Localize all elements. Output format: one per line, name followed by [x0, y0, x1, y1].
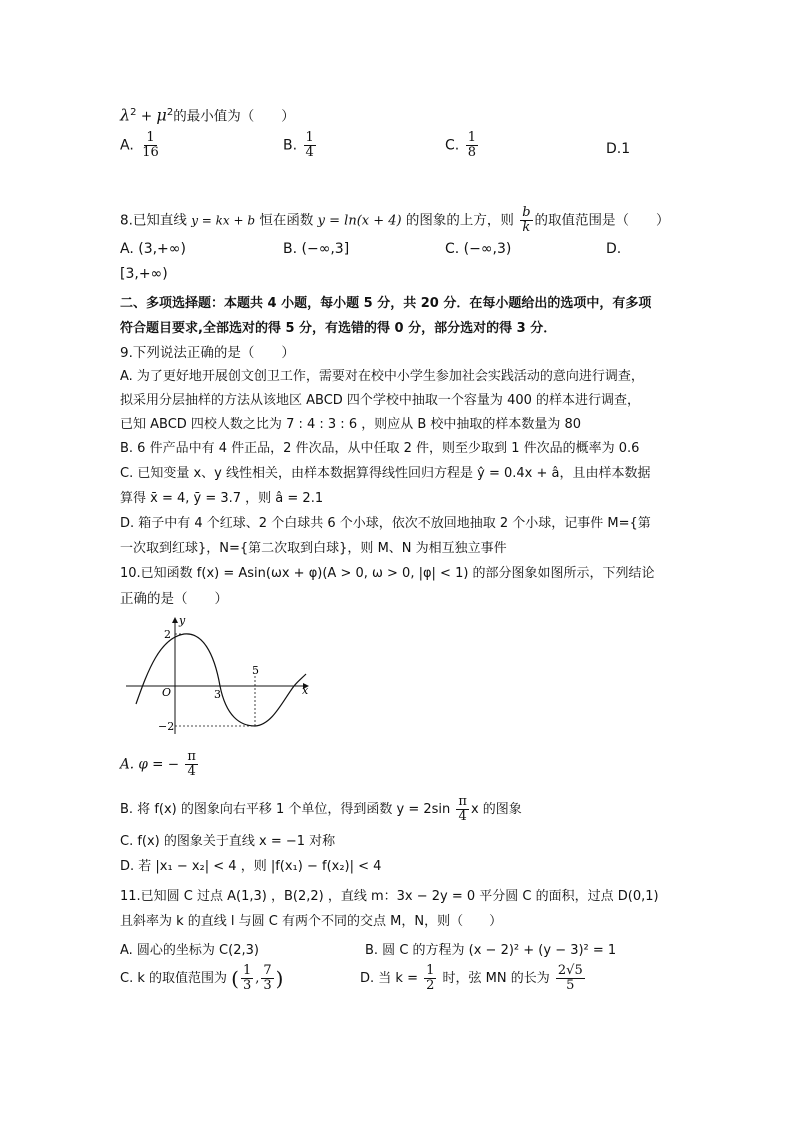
q9-option-c-line1: C. 已知变量 x、y 线性相关，由样本数据算得线性回归方程是 ŷ = 0.4x + â，且由样本数据: [120, 466, 651, 481]
q7-option-a: A. $\frac{1}{16}$: [120, 130, 159, 160]
q9-option-d-line1: D. 箱子中有 4 个红球、2 个白球共 6 个小球，依次不放回地抽取 2 个小球，记事件 M={第: [120, 516, 651, 531]
q9-option-b: B. 6 件产品中有 4 件正品，2 件次品，从中任取 2 件，则至少取到 1 件次品的概率为 0.6: [120, 441, 640, 456]
q9-stem: 9.下列说法正确的是（ ）: [120, 345, 295, 361]
origin-label: O: [162, 686, 172, 699]
q7-option-c: C. $\frac{1}{8}$: [445, 130, 476, 160]
y-axis-label: y: [179, 614, 186, 627]
q7-option-b: B. $\frac{1}{4}$: [283, 130, 314, 160]
q11-option-c: C. k 的取值范围为 ( $\frac{1}{3}$ , $\frac{7}{3}$ ): [120, 963, 284, 993]
q9-option-a-line3: 已知 ABCD 四校人数之比为 7 : 4 : 3 : 6 ，则应从 B 校中抽取的样本数量为 80: [120, 417, 582, 432]
q8-option-c: C. (−∞,3): [445, 241, 512, 257]
q10-option-b: B. 将 f(x) 的图象向右平移 1 个单位，得到函数 y = 2sin $\frac{\pi}{4}$ x 的图象: [120, 794, 522, 824]
q8-option-d-value: [3,+∞): [120, 266, 168, 282]
tick-5: 5: [252, 664, 259, 677]
q8-stem: 8.已知直线 y = kx + b 恒在函数 y = ln(x + 4) 的图象的上方，则 $\frac{b}{k}$ 的取值范围是（ ）: [120, 205, 670, 235]
section2-line2: 符合题目要求,全部选对的得 5 分，有选错的得 0 分，部分选对的得 3 分．: [120, 321, 557, 336]
q10-option-c: C. f(x) 的图象关于直线 x = −1 对称: [120, 834, 336, 849]
x-axis-label: x: [302, 684, 309, 697]
tick-3: 3: [214, 688, 221, 701]
q9-option-a-line1: A. 为了更好地开展创文创卫工作，需要对在校中小学生参加社会实践活动的意向进行调查，: [120, 369, 644, 384]
tick-neg2: −2: [158, 720, 175, 733]
q11-option-d: D. 当 k = $\frac{1}{2}$ 时，弦 MN 的长为 $\frac{2√5}{5}$: [360, 963, 583, 993]
q10-option-d: D. 若 |x₁ − x₂| < 4 ，则 |f(x₁) − f(x₂)| < 4: [120, 859, 382, 874]
q8-option-d: D.: [606, 241, 622, 257]
q10-stem-line1: 10.已知函数 f(x) = Asin(ωx + φ)(A > 0, ω > 0, |φ| < 1) 的部分图象如图所示，下列结论: [120, 566, 655, 581]
q9-option-d-line2: 一次取到红球}，N={第二次取到白球}，则 M、N 为相互独立事件: [120, 541, 507, 556]
q11-stem-line1: 11.已知圆 C 过点 A(1,3) ，B(2,2) ，直线 m：3x − 2y = 0 平分圆 C 的面积，过点 D(0,1): [120, 889, 659, 904]
q7-option-d: D.1: [606, 141, 631, 157]
q11-stem-line2: 且斜率为 k 的直线 l 与圆 C 有两个不同的交点 M，N，则（ ）: [120, 914, 503, 929]
q10-sine-graph: [122, 612, 322, 736]
q7-stem: $\lambda^2 + \mu^2$的最小值为（ ）: [120, 105, 295, 125]
q9-option-a-line2: 拟采用分层抽样的方法从该地区 ABCD 四个学校中抽取一个容量为 400 的样本进行调查，: [120, 393, 641, 408]
q11-option-b: B. 圆 C 的方程为 (x − 2)² + (y − 3)² = 1: [365, 943, 617, 958]
q9-option-c-line2: 算得 x̄ = 4, ȳ = 3.7 ，则 â = 2.1: [120, 491, 324, 506]
q8-option-b: B. (−∞,3]: [283, 241, 350, 257]
section2-line1: 二、多项选择题：本题共 4 小题，每小题 5 分，共 20 分．在每小题给出的选项中，有多项: [120, 296, 652, 311]
q10-stem-line2: 正确的是（ ）: [120, 591, 228, 607]
q10-option-a: A. φ = − $\frac{\pi}{4}$: [120, 749, 196, 779]
q8-option-a: A. (3,+∞): [120, 241, 186, 257]
q11-option-a: A. 圆心的坐标为 C(2,3): [120, 943, 259, 958]
tick-2: 2: [164, 628, 171, 641]
sine-curve: [136, 634, 306, 726]
